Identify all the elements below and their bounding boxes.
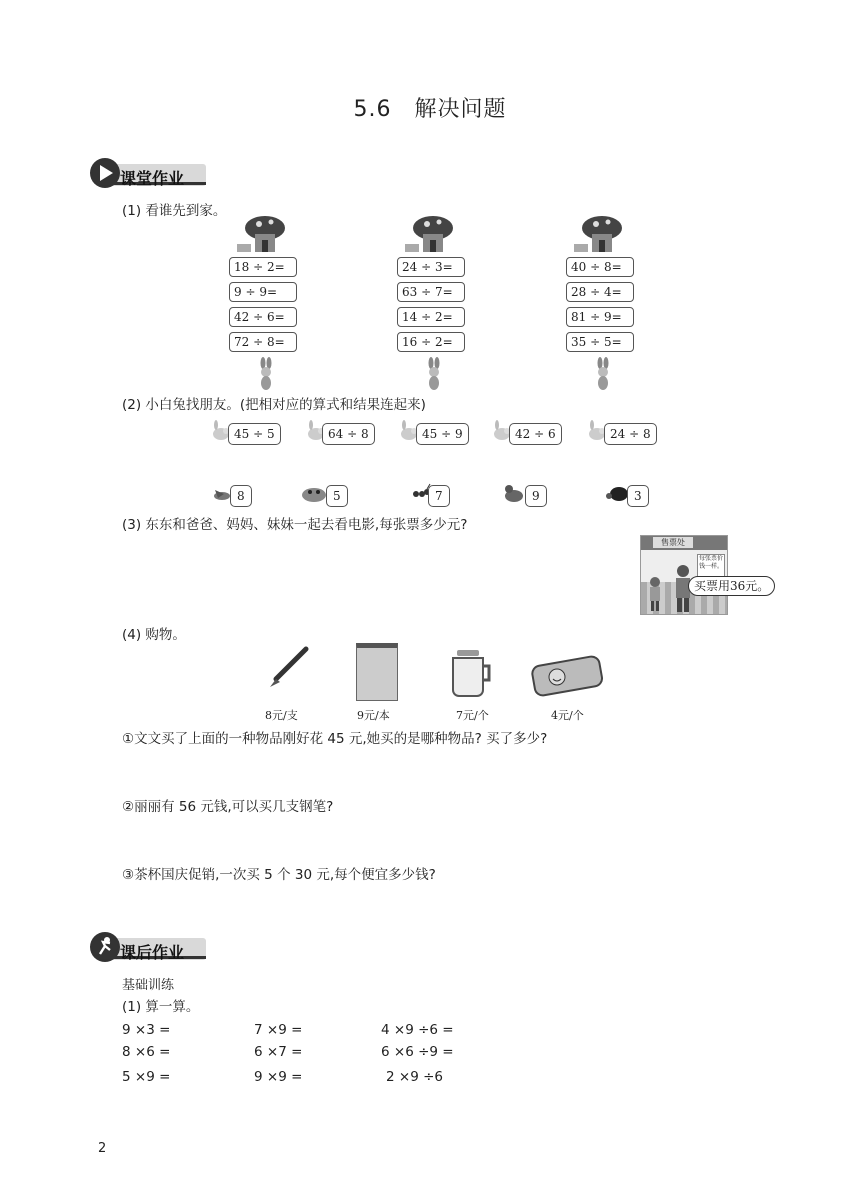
calc-item: 8 ×6 = bbox=[122, 1044, 171, 1060]
equation-box: 35 ÷ 5= bbox=[566, 332, 634, 352]
calc-item: 6 ×7 = bbox=[254, 1044, 303, 1060]
pen-icon bbox=[266, 646, 310, 694]
question-3-label: (3) 东东和爸爸、妈妈、妹妹一起去看电影,每张票多少元? bbox=[122, 517, 468, 533]
section-badge-homework bbox=[90, 932, 210, 962]
calc-item: 2 ×9 ÷6 bbox=[386, 1069, 443, 1085]
question-4-label: (4) 购物。 bbox=[122, 627, 186, 643]
raccoon-icon bbox=[300, 482, 328, 508]
speech-bubble: 买票用36元。 bbox=[688, 576, 775, 596]
result-box: 5 bbox=[326, 485, 348, 507]
bird-icon bbox=[212, 484, 232, 508]
sub-question-1: ①文文买了上面的一种物品刚好花 45 元,她买的是哪种物品? 买了多少? bbox=[122, 731, 548, 747]
rabbit-icon bbox=[255, 357, 277, 391]
question-1-label: (1) 看谁先到家。 bbox=[122, 203, 227, 219]
rabbit-icon bbox=[423, 357, 445, 391]
price-board: 每张票价钱一样。 bbox=[697, 554, 725, 580]
calc-item: 9 ×3 = bbox=[122, 1022, 171, 1038]
expression-box: 42 ÷ 6 bbox=[509, 423, 562, 445]
result-box: 7 bbox=[428, 485, 450, 507]
equation-box: 81 ÷ 9= bbox=[566, 307, 634, 327]
rabbit-icon bbox=[592, 357, 614, 391]
sub-question-2: ②丽丽有 56 元钱,可以买几支钢笔? bbox=[122, 799, 334, 815]
mushroom-house-icon bbox=[235, 214, 289, 254]
calc-item: 6 ×6 ÷9 = bbox=[381, 1044, 454, 1060]
page-title: 5.6 解决问题 bbox=[353, 97, 507, 122]
equation-box: 42 ÷ 6= bbox=[229, 307, 297, 327]
question-2-label: (2) 小白兔找朋友。(把相对应的算式和结果连起来) bbox=[122, 397, 426, 413]
mushroom-house-icon bbox=[572, 214, 626, 254]
price-label: 8元/支 bbox=[265, 709, 298, 722]
equation-box: 63 ÷ 7= bbox=[397, 282, 465, 302]
basic-training-heading: 基础训练 bbox=[122, 978, 175, 993]
page-number: 2 bbox=[98, 1141, 107, 1156]
result-box: 9 bbox=[525, 485, 547, 507]
sub-question-3: ③茶杯国庆促销,一次买 5 个 30 元,每个便宜多少钱? bbox=[122, 867, 436, 883]
dog-icon bbox=[502, 482, 526, 508]
ticket-office-illustration bbox=[640, 535, 728, 615]
calc-item: 9 ×9 = bbox=[254, 1069, 303, 1085]
section-badge-classwork bbox=[90, 158, 210, 188]
race-column-2 bbox=[397, 214, 467, 391]
cup-icon bbox=[447, 648, 495, 702]
equation-box: 40 ÷ 8= bbox=[566, 257, 634, 277]
equation-box: 24 ÷ 3= bbox=[397, 257, 465, 277]
equation-box: 28 ÷ 4= bbox=[566, 282, 634, 302]
expression-box: 24 ÷ 8 bbox=[604, 423, 657, 445]
section-label: 课堂作业 bbox=[120, 169, 185, 188]
price-label: 4元/个 bbox=[551, 709, 584, 722]
equation-box: 9 ÷ 9= bbox=[229, 282, 297, 302]
result-box: 8 bbox=[230, 485, 252, 507]
calc-item: 4 ×9 ÷6 = bbox=[381, 1022, 454, 1038]
expression-box: 45 ÷ 5 bbox=[228, 423, 281, 445]
notebook-icon bbox=[356, 643, 398, 701]
calc-item: 7 ×9 = bbox=[254, 1022, 303, 1038]
section-label: 课后作业 bbox=[120, 943, 185, 962]
child-icon bbox=[647, 576, 663, 616]
mushroom-house-icon bbox=[403, 214, 457, 254]
equation-box: 18 ÷ 2= bbox=[229, 257, 297, 277]
equation-box: 16 ÷ 2= bbox=[397, 332, 465, 352]
equation-box: 14 ÷ 2= bbox=[397, 307, 465, 327]
expression-box: 45 ÷ 9 bbox=[416, 423, 469, 445]
calc-label: (1) 算一算。 bbox=[122, 999, 200, 1015]
price-label: 9元/本 bbox=[357, 709, 390, 722]
pencil-case-icon bbox=[531, 653, 603, 701]
result-box: 3 bbox=[627, 485, 649, 507]
expression-box: 64 ÷ 8 bbox=[322, 423, 375, 445]
price-label: 7元/个 bbox=[456, 709, 489, 722]
equation-box: 72 ÷ 8= bbox=[229, 332, 297, 352]
calc-item: 5 ×9 = bbox=[122, 1069, 171, 1085]
race-column-1 bbox=[229, 214, 299, 391]
ticket-office-sign: 售票处 bbox=[653, 537, 693, 548]
race-column-3 bbox=[566, 214, 636, 391]
